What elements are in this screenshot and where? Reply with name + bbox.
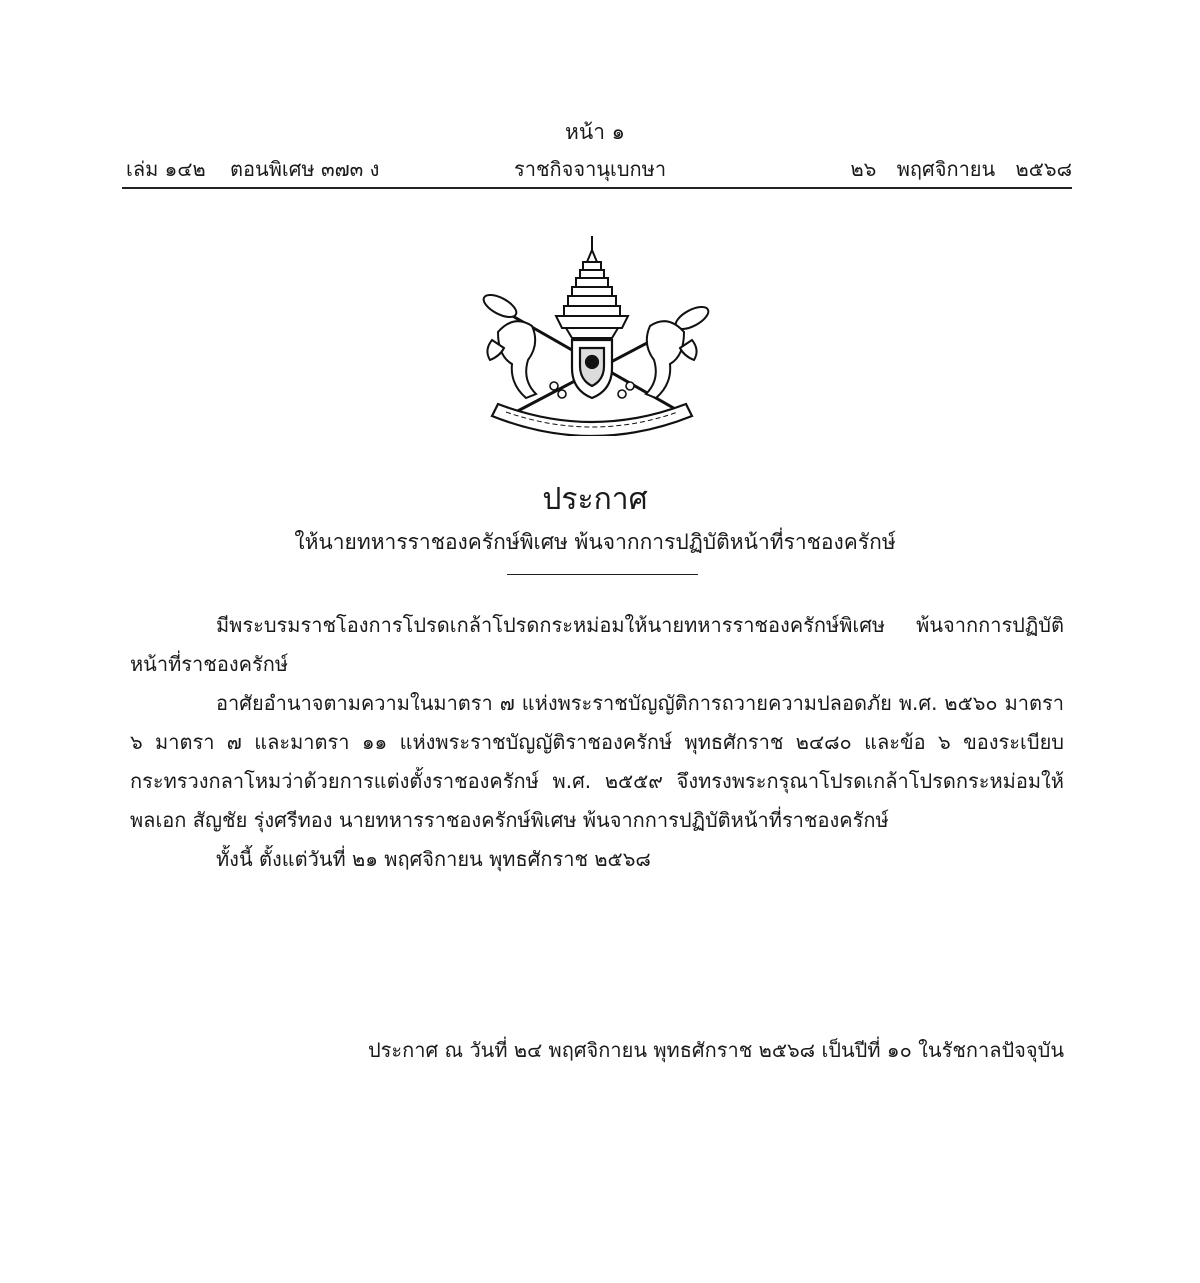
royal-emblem-icon: [470, 236, 714, 436]
gazette-issue-info: [126, 153, 397, 185]
gazette-date: [837, 153, 1073, 185]
announcement-subtitle: ให้นายทหารราชองครักษ์พิเศษ พ้นจากการปฏิบัติหน้าที่ราชองครักษ์: [294, 530, 896, 554]
date-month: พฤศจิกายน: [896, 157, 996, 181]
announcement-title: ประกาศ: [542, 482, 648, 517]
body-paragraph-2: อาศัยอำนาจตามความในมาตรา ๗ แห่งพระราชบัญญัติการถวายความปลอดภัย พ.ศ. ๒๕๖๐ มาตรา ๖ มาตรา ๗ และมาตรา ๑๑ แห่งพระราชบัญญัติราชองครักษ์ พุทธศักราช ๒๔๘๐ และข้อ ๖ ของระเบียบกระทรวงกลาโหมว่าด้วยการแต่งตั้งราชองครักษ์ พ.ศ. ๒๕๕๙ จึงทรงพระกรุณาโปรดเกล้าโปรดกระหม่อมให้ พลเอก สัญชัย รุ่งศรีทอง นายทหารราชองครักษ์พิเศษ พ้นจากการปฏิบัติหน้าที่ราชองครักษ์: [130, 691, 1064, 832]
volume-label: เล่ม ๑๔๒: [126, 157, 206, 181]
date-year: ๒๕๖๘: [1015, 157, 1072, 181]
page-number: หน้า ๑: [565, 120, 625, 144]
title-divider: [507, 574, 698, 575]
gazette-header: [122, 153, 1072, 183]
issue-label: ตอนพิเศษ ๓๗๓ ง: [230, 157, 380, 181]
gazette-name: ราชกิจจานุเบกษา: [514, 157, 667, 181]
header-divider: [122, 187, 1072, 189]
body-paragraph-1: มีพระบรมราชโองการโปรดเกล้าโปรดกระหม่อมให้นายทหารราชองครักษ์พิเศษ พ้นจากการปฏิบัติหน้าที่ราชองครักษ์: [130, 613, 1064, 676]
announcement-body: [130, 606, 1064, 879]
date-day: ๒๖: [850, 157, 877, 181]
body-paragraph-3: ทั้งนี้ ตั้งแต่วันที่ ๒๑ พฤศจิกายน พุทธศักราช ๒๕๖๘: [216, 847, 651, 871]
announcement-date-line: ประกาศ ณ วันที่ ๒๔ พฤศจิกายน พุทธศักราช ๒๕๖๘ เป็นปีที่ ๑๐ ในรัชกาลปัจจุบัน: [367, 1038, 1064, 1062]
